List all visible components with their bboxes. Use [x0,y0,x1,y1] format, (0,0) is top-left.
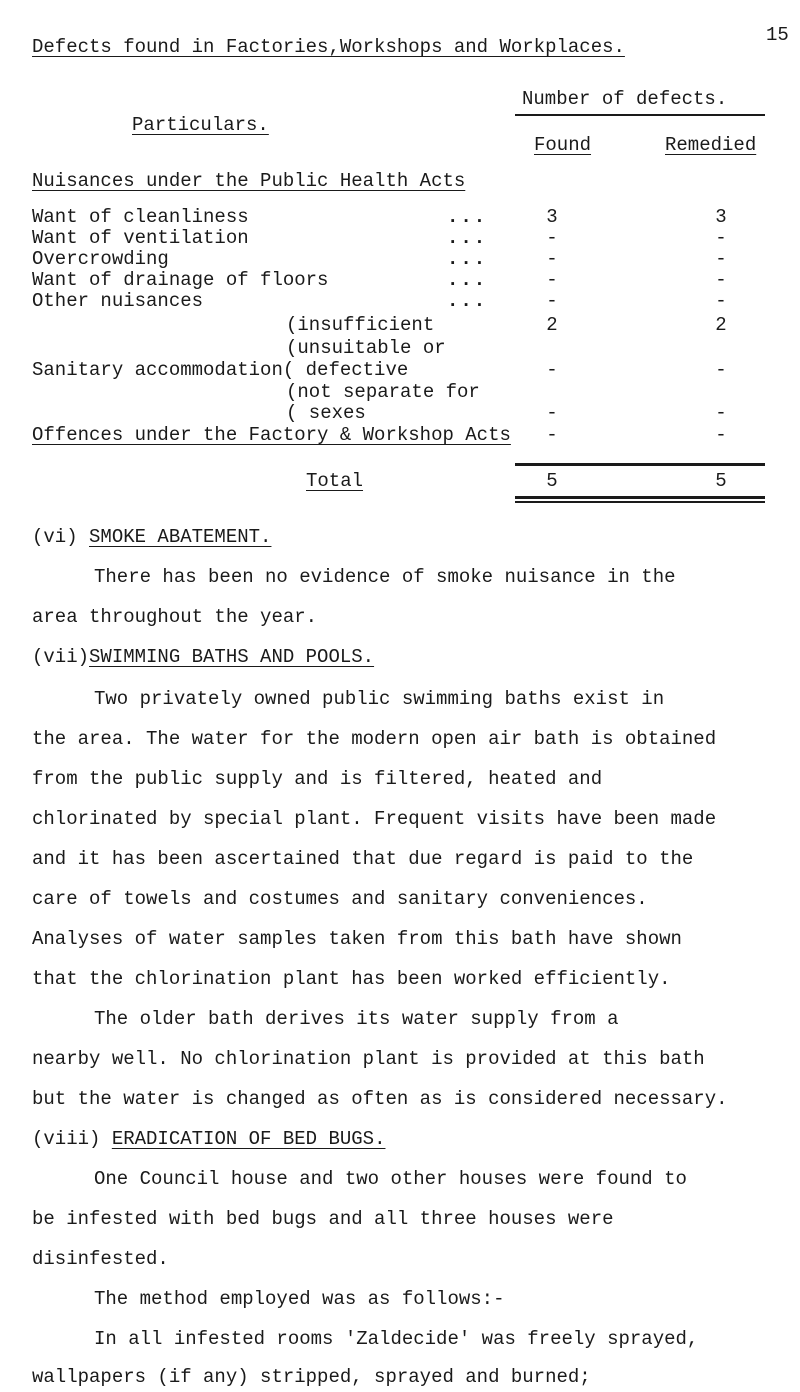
baths-line-6: care of towels and costumes and sanitary conveniences. [32,888,648,910]
baths-line-2: the area. The water for the modern open air bath is obtained [32,728,717,750]
col-remedied-text: Remedied [665,134,757,156]
col-particulars [132,114,269,136]
total-label-text: Total [306,470,364,492]
offences-found: - [546,424,558,446]
section-heading-text: Nuisances under the Public Health Acts [32,170,466,192]
sanitary-insufficient-found: 2 [546,314,558,336]
row-dots: ... [447,227,488,249]
section-number: (vii) [32,646,90,668]
baths-line-8: that the chlorination plant has been worked efficiently. [32,968,671,990]
table-row [32,290,203,312]
row-found: - [546,227,558,249]
header-rule [515,114,765,116]
row-found: - [546,248,558,270]
bugs-line-4: The method employed was as follows:- [94,1288,505,1310]
baths-line-11: but the water is changed as often as is considered necessary. [32,1088,728,1110]
offences-label: Offences under the Factory & Workshop Acts [32,424,511,446]
row-found: - [546,269,558,291]
table-row [32,227,249,249]
smoke-line-1: There has been no evidence of smoke nuisance in the [94,566,676,588]
table-row [32,269,328,291]
bugs-line-2: be infested with bed bugs and all three houses were [32,1208,614,1230]
row-dots: ... [447,269,488,291]
total-remedied: 5 [715,470,727,492]
total-found: 5 [546,470,558,492]
baths-line-3: from the public supply and is filtered, heated and [32,768,603,790]
table-row [32,248,169,270]
col-remedied [665,134,756,156]
sanitary-defective-remedied: - [715,359,727,381]
section-number: (vi) [32,526,78,548]
col-found-text: Found [534,134,592,156]
baths-line-1: Two privately owned public swimming baths exist in [94,688,665,710]
total-label [306,470,363,492]
sanitary-sub-insufficient: (insufficient [286,314,435,336]
section-heading-bugs [32,1128,385,1150]
baths-line-4: chlorinated by special plant. Frequent visits have been made [32,808,717,830]
sanitary-sub-unsuitable: (unsuitable or [286,337,446,359]
page-title-text: Defects found in Factories,Workshops and Workplaces. [32,36,625,58]
baths-line-9: The older bath derives its water supply from a [94,1008,619,1030]
row-found: - [546,290,558,312]
baths-line-10: nearby well. No chlorination plant is provided at this bath [32,1048,705,1070]
row-remedied: - [715,248,727,270]
col-found [534,134,591,156]
section-heading-text: SWIMMING BATHS AND POOLS. [89,646,375,668]
section-number: (viii) [32,1128,101,1150]
section-heading-text: ERADICATION OF BED BUGS. [111,1128,386,1150]
sanitary-label-text: Sanitary accommodation [32,359,283,381]
sanitary-sexes-remedied: - [715,402,727,424]
section-heading-smoke [32,526,271,548]
page-title [32,36,625,58]
sanitary-label [32,359,408,381]
row-dots: ... [447,206,488,228]
sanitary-sub-sexes: ( sexes [286,402,366,424]
row-label: Other nuisances [32,290,204,312]
total-bottom-rule [515,496,765,499]
total-bottom-rule-2 [515,501,765,503]
offences-remedied: - [715,424,727,446]
row-dots: ... [447,248,488,270]
sanitary-sub-defective: ( defective [282,359,409,381]
bugs-line-5: In all infested rooms 'Zaldecide' was freely sprayed, [94,1328,699,1350]
section-heading-baths [32,646,374,668]
bugs-line-6: wallpapers (if any) stripped, sprayed and burned; [32,1366,591,1388]
table-row [32,206,249,228]
row-remedied: 3 [715,206,727,228]
col-particulars-text: Particulars. [132,114,269,136]
row-label: Overcrowding [32,248,169,270]
bugs-line-1: One Council house and two other houses were found to [94,1168,687,1190]
row-label: Want of cleanliness [32,206,249,228]
sanitary-sub-not-separate: (not separate for [286,381,480,403]
sanitary-sexes-found: - [546,402,558,424]
section-heading-text: SMOKE ABATEMENT. [89,526,272,548]
row-remedied: - [715,290,727,312]
row-remedied: - [715,227,727,249]
baths-line-5: and it has been ascertained that due regard is paid to the [32,848,694,870]
sanitary-insufficient-remedied: 2 [715,314,727,336]
row-found: 3 [546,206,558,228]
smoke-line-2: area throughout the year. [32,606,318,628]
baths-line-7: Analyses of water samples taken from this bath have shown [32,928,682,950]
col-number-of-defects: Number of defects. [522,88,728,110]
page-number: 15 [766,24,789,46]
bugs-line-3: disinfested. [32,1248,169,1270]
row-label: Want of drainage of floors [32,269,329,291]
total-top-rule [515,463,765,466]
row-label: Want of ventilation [32,227,249,249]
offences-row [32,424,511,446]
row-remedied: - [715,269,727,291]
section-heading-nuisances [32,170,465,192]
sanitary-defective-found: - [546,359,558,381]
row-dots: ... [447,290,488,312]
